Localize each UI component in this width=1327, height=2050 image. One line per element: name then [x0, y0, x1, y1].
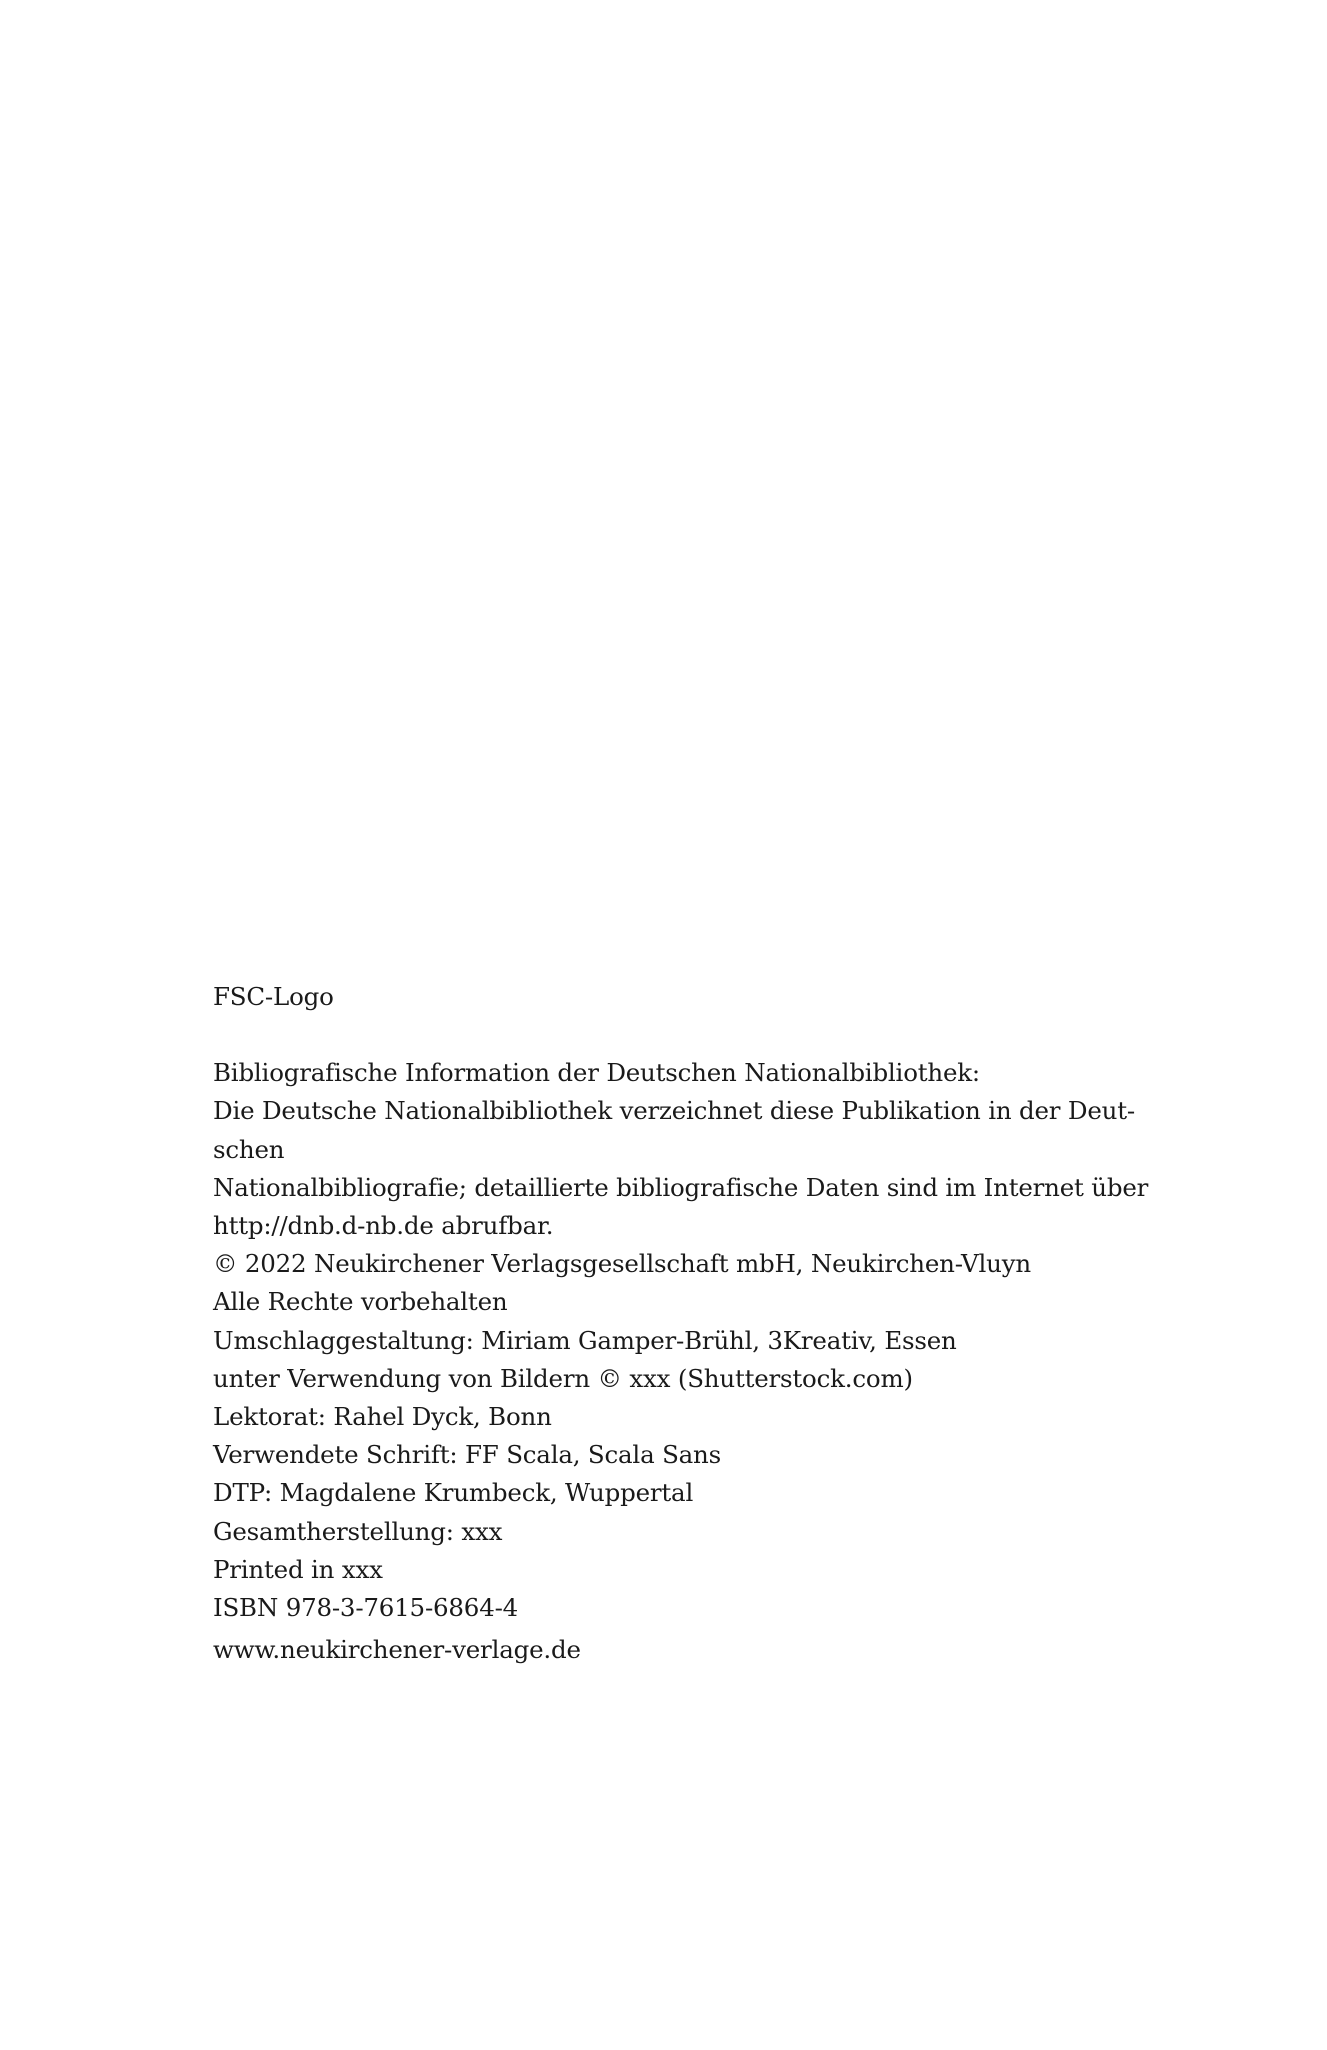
- dtp-line: DTP: Magdalene Krumbeck, Wuppertal: [213, 1478, 694, 1508]
- isbn-line: ISBN 978-3-7615-6864-4: [213, 1593, 519, 1623]
- font-used-line: Verwendete Schrift: FF Scala, Scala Sans: [213, 1440, 722, 1470]
- printed-line: Printed in xxx: [213, 1554, 383, 1584]
- bibliographic-link-line: http://dnb.d-nb.de abrufbar.: [213, 1211, 554, 1241]
- editing-line: Lektorat: Rahel Dyck, Bonn: [213, 1402, 552, 1432]
- cover-images-line: unter Verwendung von Bildern © xxx (Shutterstock.com): [213, 1363, 913, 1393]
- cover-design-line: Umschlaggestaltung: Miriam Gamper-Brühl, 3Kreativ, Essen: [213, 1325, 957, 1355]
- imprint-block: [213, 978, 1149, 1669]
- bibliographic-text-line: Nationalbibliografie; detaillierte bibliografische Daten sind im Internet über: [213, 1172, 1149, 1202]
- bibliographic-text-line: schen: [213, 1134, 285, 1164]
- fsc-logo-placeholder: FSC-Logo: [213, 982, 334, 1011]
- bibliographic-text-line: Die Deutsche Nationalbibliothek verzeichnet diese Publikation in der Deut-: [213, 1096, 1135, 1126]
- spacer: [213, 1016, 1133, 1054]
- rights-line: Alle Rechte vorbehalten: [213, 1287, 508, 1317]
- production-line: Gesamtherstellung: xxx: [213, 1516, 503, 1546]
- publisher-website: www.neukirchener-verlage.de: [213, 1635, 581, 1665]
- copyright-line: © 2022 Neukirchener Verlagsgesellschaft mbH, Neukirchen-Vluyn: [213, 1249, 1031, 1279]
- bibliographic-heading: Bibliografische Information der Deutschen Nationalbibliothek:: [213, 1058, 980, 1088]
